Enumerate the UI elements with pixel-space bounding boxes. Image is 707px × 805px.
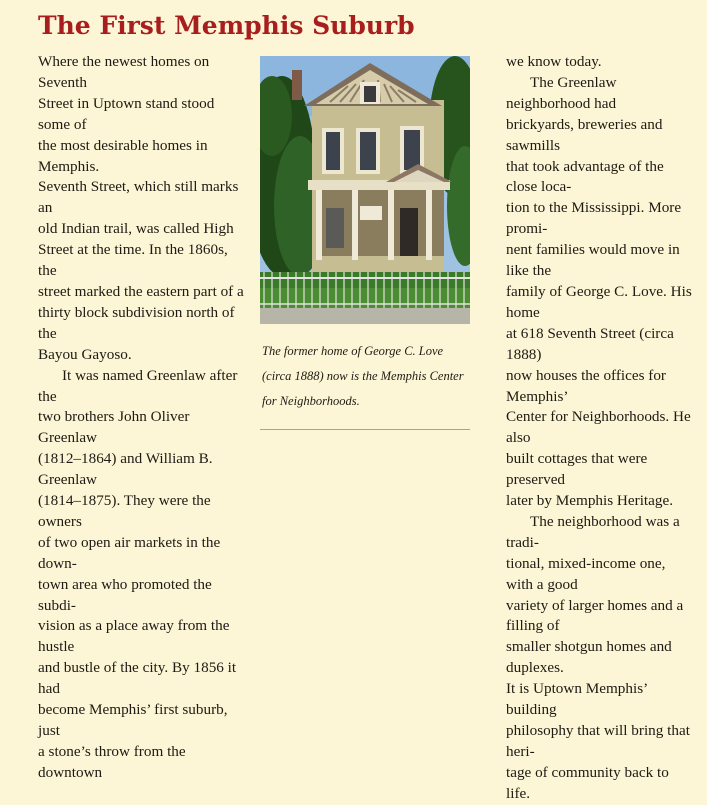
photo-caption: [262, 339, 470, 414]
house-illustration: [260, 56, 470, 324]
text-line: now houses the offices for Memphis’: [506, 366, 666, 405]
text-line: later by Memphis Heritage.: [506, 492, 674, 510]
text-line: It is Uptown Memphis’ building: [506, 680, 648, 719]
article-title: The First Memphis Suburb: [38, 11, 415, 40]
text-line: built cottages that were preserved: [506, 450, 648, 489]
house-photo: [260, 56, 470, 324]
text-line: (1812–1864) and William B. Greenlaw: [38, 450, 213, 489]
text-line: old Indian trail, was called High: [38, 220, 234, 238]
text-line: town area who promoted the subdi-: [38, 575, 212, 614]
caption-divider: [260, 429, 470, 430]
left-column: [38, 52, 250, 784]
text-line: two brothers John Oliver Greenlaw: [38, 408, 190, 447]
text-line: philosophy that will bring that heri-: [506, 722, 690, 760]
text-line: It was named Greenlaw after the: [38, 366, 238, 405]
text-line: nent families would move in like the: [506, 241, 680, 280]
text-line: thirty block subdivision north of the: [38, 303, 235, 342]
text-line: variety of larger homes and a filling of: [506, 596, 684, 635]
caption-line: The former home of George C. Love: [262, 344, 444, 358]
text-line: brickyards, breweries and sawmills: [506, 115, 663, 154]
text-line: Where the newest homes on Seventh: [38, 53, 210, 91]
text-line: at 618 Seventh Street (circa 1888): [506, 324, 674, 363]
text-line: of two open air markets in the down-: [38, 533, 221, 572]
text-line: vision as a place away from the hustle: [38, 617, 230, 656]
text-line: we know today.: [506, 53, 602, 70]
text-line: tage of community back to life.: [506, 763, 669, 802]
caption-line: for Neighborhoods.: [262, 394, 360, 408]
text-line: that took advantage of the close loca-: [506, 157, 664, 196]
text-line: (1814–1875). They were the owners: [38, 492, 211, 530]
text-line: Bayou Gayoso.: [38, 345, 132, 363]
right-column: [506, 52, 692, 805]
text-line: tional, mixed-income one, with a good: [506, 554, 666, 593]
text-line: street marked the eastern part of a: [38, 282, 244, 300]
text-line: tion to the Mississippi. More promi-: [506, 199, 682, 238]
caption-line: (circa 1888) now is the Memphis Center: [262, 369, 464, 383]
text-line: and bustle of the city. By 1856 it had: [38, 659, 237, 698]
text-line: the most desirable homes in Memphis.: [38, 136, 208, 175]
text-line: The neighborhood was a tradi-: [506, 512, 680, 551]
text-line: family of George C. Love. His home: [506, 282, 692, 321]
text-line: smaller shotgun homes and duplexes.: [506, 638, 672, 677]
text-line: Street at the time. In the 1860s, the: [38, 241, 228, 280]
text-line: Center for Neighborhoods. He also: [506, 408, 691, 447]
text-line: a stone’s throw from the downtown: [38, 742, 186, 781]
text-line: The Greenlaw neighborhood had: [506, 73, 617, 112]
text-line: become Memphis’ first suburb, just: [38, 701, 228, 739]
text-line: Seventh Street, which still marks an: [38, 178, 239, 217]
text-line: Street in Uptown stand stood some of: [38, 94, 215, 133]
